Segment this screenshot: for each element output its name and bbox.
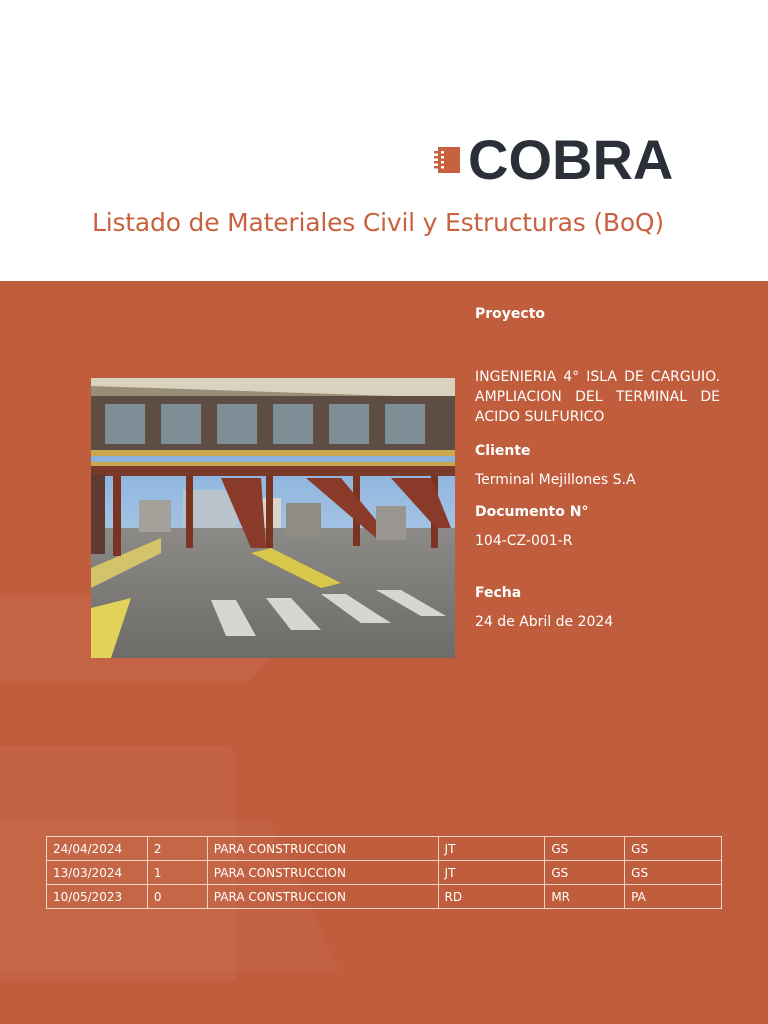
revision-approved-by: GS bbox=[625, 837, 722, 861]
project-value-line: INGENIERIA 4° ISLA DE CARGUIO. bbox=[475, 369, 720, 385]
revision-approved-by: PA bbox=[625, 885, 722, 909]
table-row bbox=[47, 861, 722, 885]
document-number-value: 104-CZ-001-R bbox=[475, 533, 573, 549]
document-title: Listado de Materiales Civil y Estructuras (BoQ) bbox=[92, 208, 664, 237]
revision-description: PARA CONSTRUCCION bbox=[207, 885, 438, 909]
document-number-label: Documento N° bbox=[475, 504, 589, 520]
revision-prepared-by: RD bbox=[438, 885, 545, 909]
client-value: Terminal Mejillones S.A bbox=[475, 472, 636, 488]
revision-description: PARA CONSTRUCCION bbox=[207, 861, 438, 885]
revision-checked-by: MR bbox=[545, 885, 625, 909]
client-label: Cliente bbox=[475, 443, 531, 459]
revision-description: PARA CONSTRUCCION bbox=[207, 837, 438, 861]
project-label: Proyecto bbox=[475, 306, 546, 322]
revision-prepared-by: JT bbox=[438, 861, 545, 885]
header-area bbox=[0, 0, 768, 281]
cobra-logo-text: COBRA bbox=[468, 128, 674, 191]
date-label: Fecha bbox=[475, 585, 522, 601]
revision-number: 2 bbox=[147, 837, 207, 861]
revision-number: 1 bbox=[147, 861, 207, 885]
table-row bbox=[47, 837, 722, 861]
revision-table bbox=[46, 836, 722, 909]
revision-number: 0 bbox=[147, 885, 207, 909]
revision-date: 10/05/2023 bbox=[47, 885, 148, 909]
project-value-line: AMPLIACION DEL TERMINAL DE bbox=[475, 389, 720, 405]
table-row bbox=[47, 885, 722, 909]
revision-date: 24/04/2024 bbox=[47, 837, 148, 861]
cover-photo bbox=[91, 378, 455, 658]
project-value-line: ACIDO SULFURICO bbox=[475, 409, 605, 425]
revision-checked-by: GS bbox=[545, 837, 625, 861]
revision-checked-by: GS bbox=[545, 861, 625, 885]
revision-date: 13/03/2024 bbox=[47, 861, 148, 885]
revision-approved-by: GS bbox=[625, 861, 722, 885]
revision-prepared-by: JT bbox=[438, 837, 545, 861]
cobra-logo-mark-icon bbox=[434, 145, 460, 175]
project-value bbox=[475, 367, 720, 427]
cobra-logo bbox=[434, 128, 674, 191]
date-value: 24 de Abril de 2024 bbox=[475, 614, 614, 630]
